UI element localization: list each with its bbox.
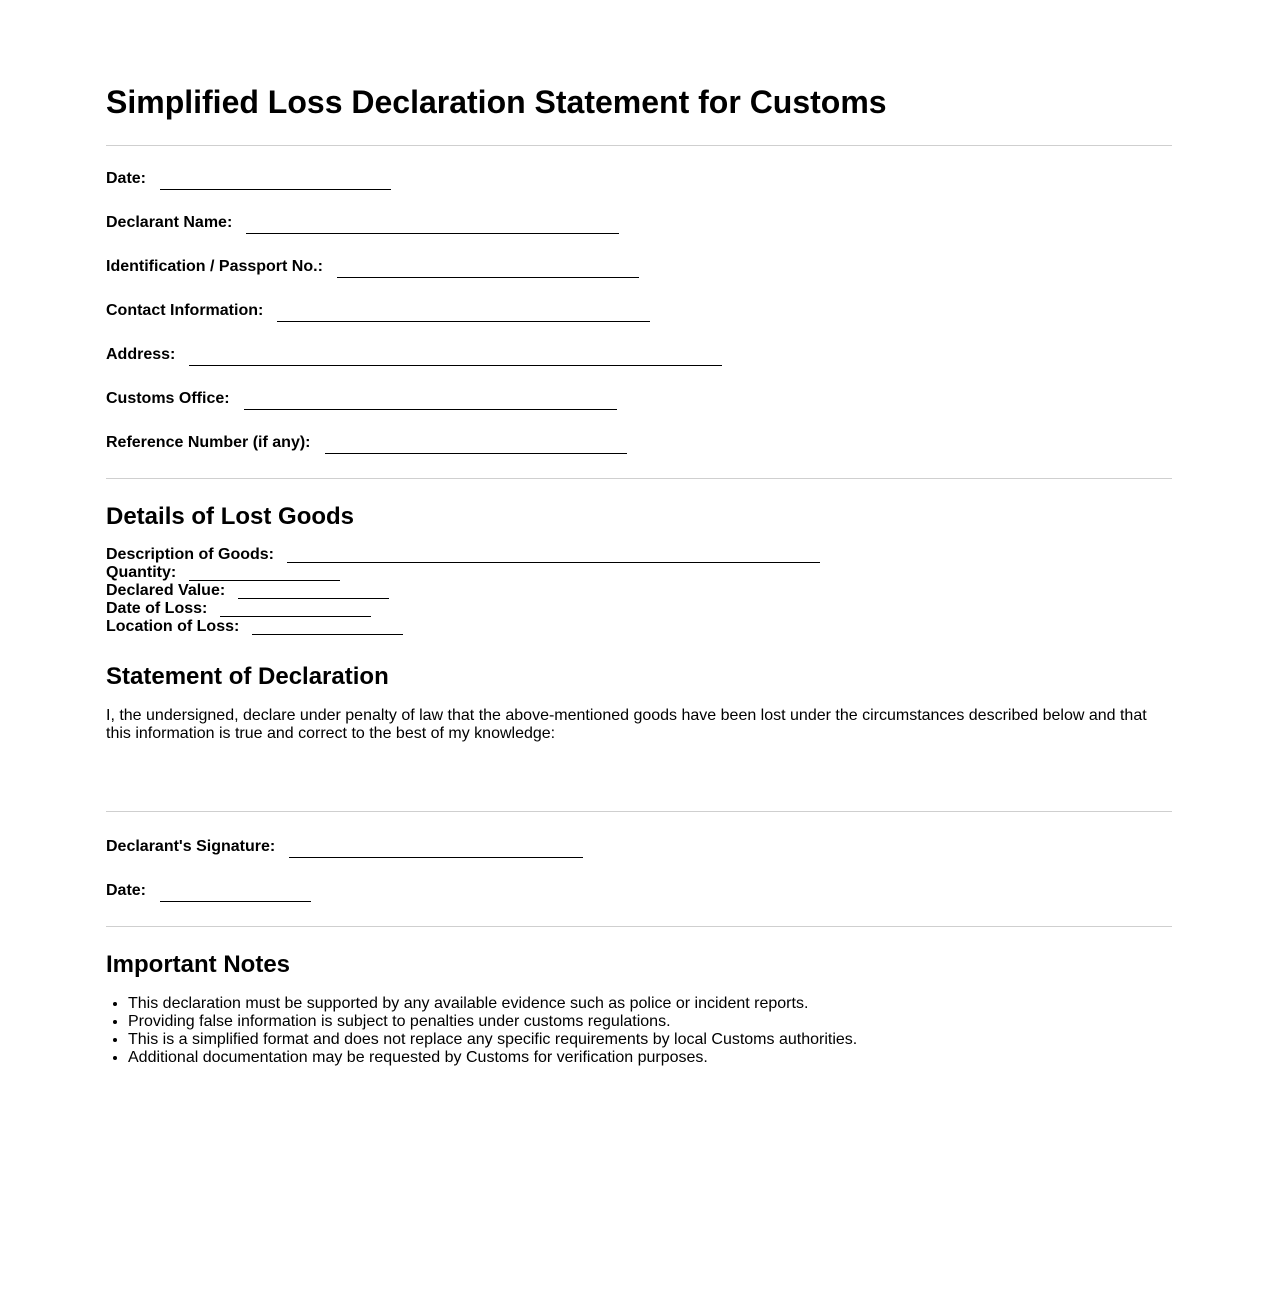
declared-value-input-line[interactable]: [238, 597, 389, 599]
list-item: • Providing false information is subject to penalties under customs regulations.: [128, 1013, 857, 1031]
signature-date-label: Date:: [106, 882, 147, 899]
date-of-loss-input-line[interactable]: [220, 615, 371, 617]
address-input-line[interactable]: [189, 364, 722, 366]
list-item: • Additional documentation may be requested by Customs for verification purposes.: [128, 1049, 857, 1067]
signature-date-field: [106, 880, 311, 900]
divider: [106, 811, 1172, 812]
passport-label: Identification / Passport No.:: [106, 258, 323, 275]
reference-number-label: Reference Number (if any):: [106, 434, 311, 451]
contact-label: Contact Information:: [106, 302, 264, 319]
date-field: [106, 168, 391, 188]
quantity-input-line[interactable]: [189, 579, 340, 581]
location-of-loss-field: [106, 618, 403, 636]
contact-input-line[interactable]: [277, 320, 650, 322]
signature-input-line[interactable]: [289, 856, 583, 858]
date-of-loss-label: Date of Loss:: [106, 600, 208, 617]
signature-field: [106, 836, 583, 856]
declarant-name-label: Declarant Name:: [106, 214, 233, 231]
declaration-heading: Statement of Declaration: [106, 663, 389, 690]
quantity-field: [106, 564, 340, 582]
customs-office-label: Customs Office:: [106, 390, 230, 407]
declarant-name-field: [106, 212, 619, 232]
address-label: Address:: [106, 346, 176, 363]
declared-value-field: [106, 582, 389, 600]
declarant-name-input-line[interactable]: [246, 232, 619, 234]
date-label: Date:: [106, 170, 147, 187]
location-of-loss-input-line[interactable]: [252, 633, 403, 635]
customs-office-input-line[interactable]: [244, 408, 617, 410]
declaration-text: I, the undersigned, declare under penalty of law that the above-mentioned goods have been lost under the circumstances described below and that this information is true and correct to the best of my knowledge:: [106, 707, 1147, 742]
description-input-line[interactable]: [287, 561, 820, 563]
notes-heading: Important Notes: [106, 951, 291, 978]
passport-input-line[interactable]: [337, 276, 639, 278]
location-of-loss-label: Location of Loss:: [106, 618, 240, 635]
reference-number-field: [106, 432, 627, 452]
description-label: Description of Goods:: [106, 546, 274, 563]
passport-field: [106, 256, 639, 276]
page-title: Simplified Loss Declaration Statement for Customs: [106, 84, 887, 120]
quantity-label: Quantity:: [106, 564, 177, 581]
divider: [106, 145, 1172, 146]
customs-office-field: [106, 388, 617, 408]
divider: [106, 926, 1172, 927]
reference-number-input-line[interactable]: [325, 452, 627, 454]
signature-date-input-line[interactable]: [160, 900, 311, 902]
address-field: [106, 344, 722, 364]
date-input-line[interactable]: [160, 188, 391, 190]
divider: [106, 478, 1172, 479]
signature-label: Declarant's Signature:: [106, 838, 276, 855]
contact-field: [106, 300, 650, 320]
list-item: • This declaration must be supported by any available evidence such as police or incident reports.: [128, 995, 857, 1013]
description-field: [106, 546, 820, 564]
date-of-loss-field: [106, 600, 371, 618]
lost-goods-heading: Details of Lost Goods: [106, 503, 355, 530]
declared-value-label: Declared Value:: [106, 582, 226, 599]
notes-list: [106, 995, 857, 1067]
list-item: • This is a simplified format and does not replace any specific requirements by local Customs authorities.: [128, 1031, 857, 1049]
